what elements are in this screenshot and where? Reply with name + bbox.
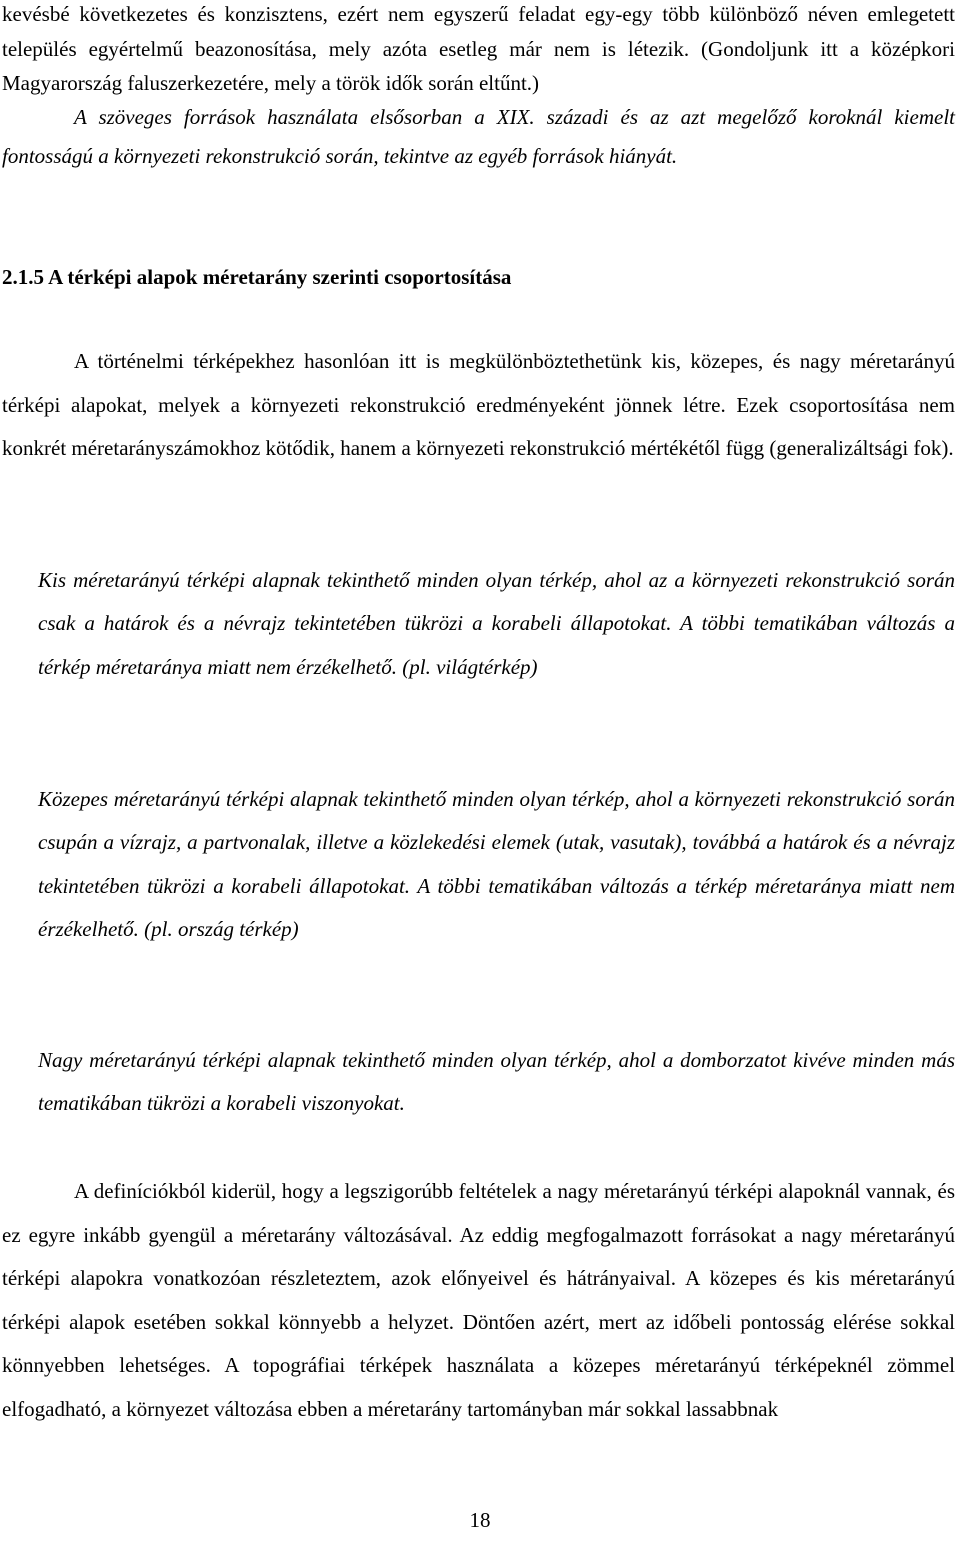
paragraph-intro [2, 340, 955, 471]
paragraph-medium-scale: Közepes méretarányú térképi alapnak tekinthető minden olyan térkép, ahol a környezeti rekonstrukció során csupán a vízrajz, a partvonalak, illetve a közlekedési elemek (utak, vasutak), továbbá a határok és a névrajz tekintetében tükrözi a korabeli állapotokat. A többi tematikában változás a térkép méretaránya miatt nem érzékelhető. (pl. ország térkép) [38, 787, 955, 941]
paragraph-conclusion-text: A definíciókból kiderül, hogy a legszigorúbb feltételek a nagy méretarányú térképi alapoknál vannak, és ez egyre inkább gyengül a méretarány változásával. Az eddig megfogalmazott forrásokat a nagy méretarányú térképi alapokra vonatkozóan részleteztem, azok előnyeivel és hátrányaival. A közepes és kis méretarányú térképi alapok esetében sokkal könnyebb a helyzet. Döntően azért, mert az időbeli pontosság elérése sokkal könnyebben lehetséges. A topográfiai térképek használata a közepes méretarányú térképeknél zömmel elfogadható, a környezet változása ebben a méretarány tartományban már sokkal lassabbnak [2, 1179, 955, 1421]
paragraph-settlement-identification: kevésbé következetes és konzisztens, ezért nem egyszerű feladat egy-egy több különböző néven emlegetett település egyértelmű beazonosítása, mely azóta esetleg már nem is létezik. (Gondoljunk itt a középkori Magyarország faluszerkezetére, mely a török idők során eltűnt.) [2, 2, 955, 95]
paragraph-text-sources-text: A szöveges források használata elsősorban a XIX. századi és az azt megelőző koroknál kiemelt fontosságú a környezeti rekonstrukció során, tekintve az egyéb források hiányát. [2, 105, 955, 168]
paragraph-large-scale: Nagy méretarányú térképi alapnak tekinthető minden olyan térkép, ahol a domborzatot kivéve minden más tematikában tükrözi a korabeli viszonyokat. [38, 1048, 955, 1116]
paragraph-small-scale: Kis méretarányú térképi alapnak tekinthető minden olyan térkép, ahol az a környezeti rekonstrukció során csak a határok és a névrajz tekintetében tükrözi a korabeli állapotokat. A többi tematikában változás a térkép méretaránya miatt nem érzékelhető. (pl. világtérkép) [38, 568, 955, 679]
paragraph-intro-text: A történelmi térképekhez hasonlóan itt is megkülönböztethetünk kis, közepes, és nagy méretarányú térképi alapokat, melyek a környezeti rekonstrukció eredményeként jönnek létre. Ezek csoportosítása nem konkrét méretarányszámokhoz kötődik, hanem a környezeti rekonstrukció mértékétől függ (generalizáltsági fok). [2, 349, 955, 460]
page-number: 18 [469, 1508, 491, 1532]
section-heading: 2.1.5 A térképi alapok méretarány szerinti csoportosítása [2, 265, 512, 289]
paragraph-conclusion [2, 1170, 955, 1431]
paragraph-text-sources [2, 98, 955, 175]
